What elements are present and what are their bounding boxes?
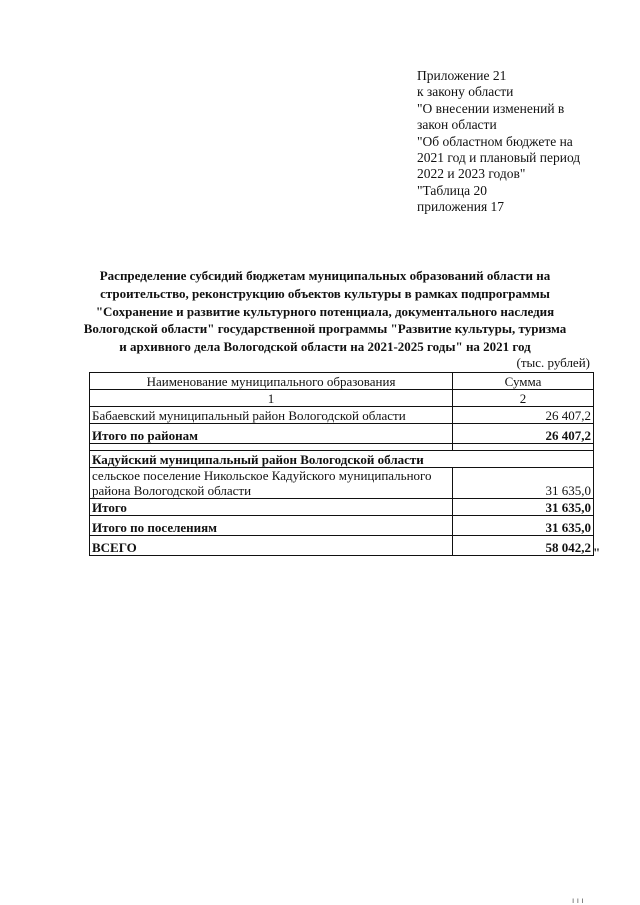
row-name-babaevsky: Бабаевский муниципальный район Вологодской области <box>90 407 453 424</box>
annex-line: к закону области <box>417 84 514 100</box>
title-line: и архивного дела Вологодской области на 2021-2025 годы" на 2021 год <box>119 339 531 355</box>
header-sum-cell: Сумма <box>453 373 594 390</box>
spacer-cell <box>453 444 594 451</box>
closing-quote: " <box>593 545 601 560</box>
title-line: Вологодской области" государственной программы "Развитие культуры, туризма <box>83 321 567 337</box>
annex-line: "Таблица 20 <box>417 182 487 198</box>
spacer-row <box>90 444 594 451</box>
column-number-2: 2 <box>453 390 594 407</box>
row-sum-grand-total: 58 042,2 <box>453 536 594 556</box>
section-header-kaduysky: Кадуйский муниципальный район Вологодской области <box>90 451 594 468</box>
table-row <box>90 499 594 516</box>
title-line: "Сохранение и развитие культурного потенциала, документального наследия <box>95 303 555 319</box>
header-name-cell: Наименование муниципального образования <box>90 373 453 390</box>
document-title <box>80 267 570 356</box>
table-row <box>90 536 594 556</box>
column-number-row <box>90 390 594 407</box>
table-row <box>90 516 594 536</box>
section-header-row <box>90 451 594 468</box>
row-name-subtotal: Итого <box>90 499 453 516</box>
row-sum-babaevsky: 26 407,2 <box>453 407 594 424</box>
row-sum-total-settlements: 31 635,0 <box>453 516 594 536</box>
column-number-1: 1 <box>90 390 453 407</box>
annex-line: "Об областном бюджете на <box>417 133 573 149</box>
row-sum-subtotal: 31 635,0 <box>453 499 594 516</box>
table-row <box>90 407 594 424</box>
subsidy-table <box>89 372 594 556</box>
spacer-cell <box>90 444 453 451</box>
annex-line: 2021 год и плановый период <box>417 150 581 166</box>
table-row <box>90 424 594 444</box>
annex-line: закон области <box>417 117 497 133</box>
title-line: строительство, реконструкцию объектов культуры в рамках подпрограммы <box>100 285 550 301</box>
annex-reference <box>417 68 627 216</box>
annex-line: Приложение 21 <box>417 68 507 83</box>
title-line: Распределение субсидий бюджетам муниципальных образований области на <box>99 268 551 283</box>
row-sum-total-districts: 26 407,2 <box>453 424 594 444</box>
annex-line: "О внесении изменений в <box>417 100 565 116</box>
row-name-grand-total: ВСЕГО <box>90 536 453 556</box>
annex-line: 2022 и 2023 годов" <box>417 166 526 182</box>
table-row <box>90 468 594 499</box>
table-header-row <box>90 373 594 390</box>
row-name-nikolskoe: сельское поселение Никольское Кадуйского муниципального района Вологодской области <box>90 468 453 499</box>
units-label: (тыс. рублей) <box>516 355 590 370</box>
row-name-total-districts: Итого по районам <box>90 424 453 444</box>
row-name-total-settlements: Итого по поселениям <box>90 516 453 536</box>
corner-mark: ı ı ı <box>572 896 584 905</box>
annex-line: приложения 17 <box>417 199 505 215</box>
row-sum-nikolskoe: 31 635,0 <box>453 468 594 499</box>
